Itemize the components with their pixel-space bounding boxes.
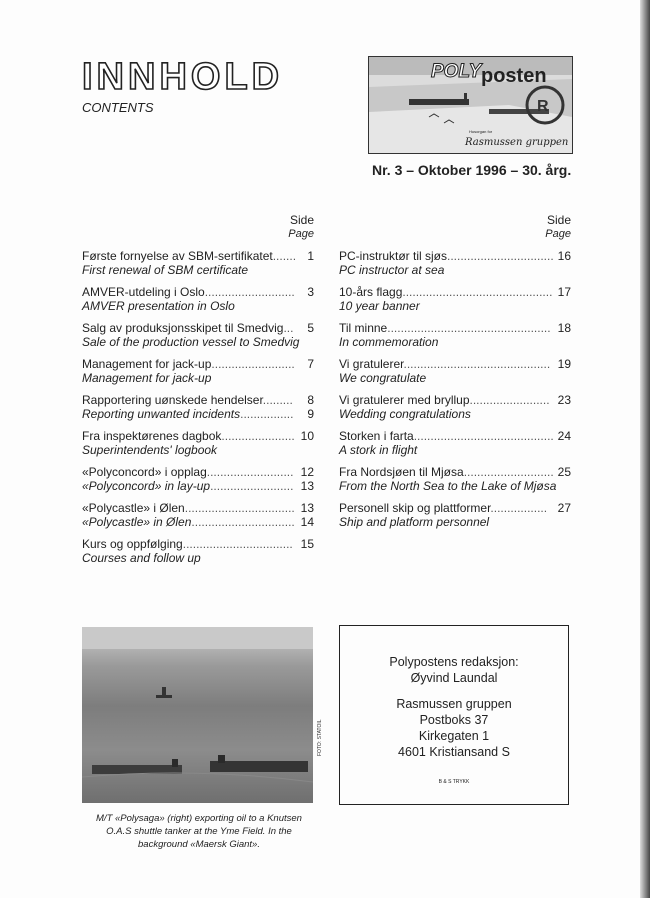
leader-dots: ............................... (191, 515, 295, 529)
leader-dots: ................................. (182, 537, 293, 551)
toc-entry-norwegian (82, 357, 314, 371)
entry-page-number: 9 (307, 407, 314, 421)
toc-entry-english (82, 515, 314, 529)
entry-title-en: First renewal of SBM certificate (82, 263, 249, 277)
entry-page-number: 18 (557, 321, 571, 335)
side-label: Side (289, 213, 314, 227)
logo-poly-text: POLY (431, 61, 482, 82)
toc-entry (82, 429, 314, 457)
toc-entry (339, 393, 571, 421)
entry-title-no: «Polyconcord» i opplag (82, 465, 207, 479)
entry-title-no: Storken i farta (339, 429, 414, 443)
entry-page-number: 12 (300, 465, 314, 479)
logo-org-label: Husorgan for (469, 129, 493, 134)
toc-entry-norwegian (82, 285, 314, 299)
entry-page-number: 7 (307, 357, 314, 371)
entry-title-en: «Polyconcord» in lay-up (82, 479, 211, 493)
entry-title-no: Vi gratulerer med bryllup (339, 393, 470, 407)
photo-caption: M/T «Polysaga» (right) exporting oil to a Knutsen O.A.S shuttle tanker at the Yme Field. In the background «Maersk Giant». (96, 813, 302, 850)
toc-entry (339, 429, 571, 457)
leader-dots: ...................... (221, 429, 295, 443)
toc-entry (339, 465, 571, 493)
toc-entry-norwegian (339, 357, 571, 371)
entry-page-number: 16 (557, 249, 571, 263)
toc-entry (82, 465, 314, 493)
leader-dots: ................................................. (387, 321, 551, 335)
entry-title-no: Management for jack-up (82, 357, 212, 371)
toc-entry-english (339, 479, 571, 493)
entry-page-number: 13 (300, 501, 314, 515)
entry-page-number: 8 (307, 393, 314, 407)
toc-entry (339, 357, 571, 385)
entry-title-no: Første fornyelse av SBM-sertifikatet (82, 249, 273, 263)
entry-page-number: 19 (557, 357, 571, 371)
page-label: Page (288, 228, 314, 240)
polyposten-logo (368, 56, 573, 154)
editorial-heading: Polypostens redaksjon: (389, 655, 519, 669)
entry-page-number: 24 (557, 429, 571, 443)
entry-page-number: 13 (300, 479, 314, 493)
entry-title-no: Kurs og oppfølging (82, 537, 183, 551)
toc-entry (82, 501, 314, 529)
toc-entry-norwegian (339, 465, 571, 479)
leader-dots: .......................... (206, 465, 294, 479)
toc-entry-english (339, 443, 571, 457)
entry-title-no: AMVER-utdeling i Oslo (82, 285, 205, 299)
entry-title-en: Courses and follow up (82, 551, 201, 565)
toc-entry-norwegian (339, 429, 571, 443)
toc-entry-english (82, 299, 314, 313)
leader-dots: ......................... (211, 357, 295, 371)
toc-right-column (339, 213, 571, 529)
leader-dots: ................ (240, 407, 294, 421)
entry-title-en: From the North Sea to the Lake of Mjøsa (339, 479, 557, 493)
entry-title-en: «Polycastle» in Ølen (82, 515, 192, 529)
side-label: Side (546, 213, 571, 227)
po-box: Postboks 37 (419, 713, 489, 727)
entry-page-number: 17 (557, 285, 571, 299)
logo-posten-text: posten (481, 65, 547, 87)
entry-page-number: 5 (307, 321, 314, 335)
entry-title-en: PC instructor at sea (339, 263, 445, 277)
entry-title-en: Wedding congratulations (339, 407, 471, 421)
tanker-photo-image (82, 627, 313, 803)
toc-entry-english (82, 479, 314, 493)
leader-dots: ............................................. (402, 285, 553, 299)
toc-entry-english (339, 335, 571, 349)
entry-title-no: Fra Nordsjøen til Mjøsa (339, 465, 464, 479)
entry-page-number: 14 (300, 515, 314, 529)
toc-entry (82, 321, 314, 349)
leader-dots: ................. (490, 501, 548, 515)
entry-title-en: In commemoration (339, 335, 439, 349)
page-label: Page (545, 228, 571, 240)
toc-entry-norwegian (82, 465, 314, 479)
leader-dots: ............................................ (403, 357, 551, 371)
leader-dots: ........................ (469, 393, 550, 407)
toc-entry (82, 285, 314, 313)
toc-entry-english (82, 335, 314, 349)
toc-entry-norwegian (82, 393, 314, 407)
entry-title-en: We congratulate (339, 371, 427, 385)
leader-dots: ........................... (463, 465, 554, 479)
toc-entry-english (339, 371, 571, 385)
toc-entry-norwegian (82, 321, 314, 335)
leader-dots: ......................... (210, 479, 294, 493)
entry-title-no: Til minne (339, 321, 388, 335)
toc-entry-norwegian (339, 501, 571, 515)
leader-dots: ................................. (184, 501, 295, 515)
entry-title-en: Management for jack-up (82, 371, 212, 385)
city-address: 4601 Kristiansand S (398, 745, 510, 759)
editor-name: Øyvind Laundal (410, 671, 498, 685)
leader-dots: ................................ (447, 249, 554, 263)
toc-entry-norwegian (82, 501, 314, 515)
entry-title-en: Ship and platform personnel (339, 515, 490, 529)
toc-entry-english (339, 299, 571, 313)
entry-page-number: 15 (300, 537, 314, 551)
entry-title-no: 10-års flagg (339, 285, 403, 299)
logo-org-name: Rasmussen gruppen (465, 137, 569, 148)
entry-page-number: 1 (307, 249, 314, 263)
tanker-photo (82, 627, 313, 803)
entry-title-no: Rapportering uønskede hendelser (82, 393, 263, 407)
entry-page-number: 3 (307, 285, 314, 299)
toc-entry (339, 285, 571, 313)
toc-entry-norwegian (82, 537, 314, 551)
toc-entry (339, 249, 571, 277)
toc-entry-english (82, 371, 314, 385)
toc-entry-english (82, 263, 314, 277)
toc-entry-norwegian (82, 249, 314, 263)
entry-title-no: Personell skip og plattformer (339, 501, 491, 515)
toc-entry-english (82, 443, 314, 457)
toc-entry-norwegian (339, 285, 571, 299)
page-title: INNHOLD (82, 56, 284, 98)
leader-dots: ....... (272, 249, 297, 263)
company-name: Rasmussen gruppen (396, 697, 512, 711)
toc-entry-norwegian (339, 321, 571, 335)
toc-header (82, 213, 314, 241)
entry-title-no: Salg av produksjonsskipet til Smedvig (82, 321, 284, 335)
toc-entry-english (339, 515, 571, 529)
toc-entry-norwegian (339, 249, 571, 263)
entry-title-en: AMVER presentation in Oslo (82, 299, 235, 313)
toc-entry (339, 501, 571, 529)
entry-title-no: «Polycastle» i Ølen (82, 501, 185, 515)
toc-entry (82, 537, 314, 565)
entry-title-no: PC-instruktør til sjøs (339, 249, 447, 263)
toc-entry-english (82, 407, 314, 421)
toc-entry-english (82, 551, 314, 565)
printer-credit: B & S TRYKK (438, 779, 470, 785)
entry-title-no: Fra inspektørenes dagbok (82, 429, 222, 443)
issue-info: Nr. 3 – Oktober 1996 – 30. årg. (372, 162, 572, 178)
entry-title-en: A stork in flight (339, 443, 418, 457)
toc-entry (82, 249, 314, 277)
toc-header (339, 213, 571, 241)
entry-title-en: Sale of the production vessel to Smedvig (82, 335, 300, 349)
leader-dots: ........................... (204, 285, 295, 299)
entry-page-number: 23 (557, 393, 571, 407)
entry-title-no: Vi gratulerer (339, 357, 404, 371)
leader-dots: ......... (262, 393, 293, 407)
entry-title-en: Reporting unwanted incidents (82, 407, 241, 421)
toc-entry (339, 321, 571, 349)
entry-title-en: Superintendents' logbook (82, 443, 218, 457)
page-edge (640, 0, 650, 898)
leader-dots: ... (283, 321, 294, 335)
entry-page-number: 25 (557, 465, 571, 479)
toc-entry-norwegian (82, 429, 314, 443)
leader-dots: .......................................... (413, 429, 554, 443)
photo-credit: FOTO: STATOIL (317, 719, 323, 756)
street-address: Kirkegaten 1 (418, 729, 490, 743)
toc-entry (82, 393, 314, 421)
toc-left-column (82, 213, 314, 565)
entry-page-number: 27 (557, 501, 571, 515)
page-subtitle: CONTENTS (82, 100, 154, 115)
entry-page-number: 10 (300, 429, 314, 443)
toc-entry-english (339, 263, 571, 277)
toc-entry-english (339, 407, 571, 421)
editorial-box (339, 625, 569, 805)
toc-entry (82, 357, 314, 385)
toc-entry-norwegian (339, 393, 571, 407)
entry-title-en: 10 year banner (339, 299, 420, 313)
svg-text:R: R (537, 98, 549, 115)
